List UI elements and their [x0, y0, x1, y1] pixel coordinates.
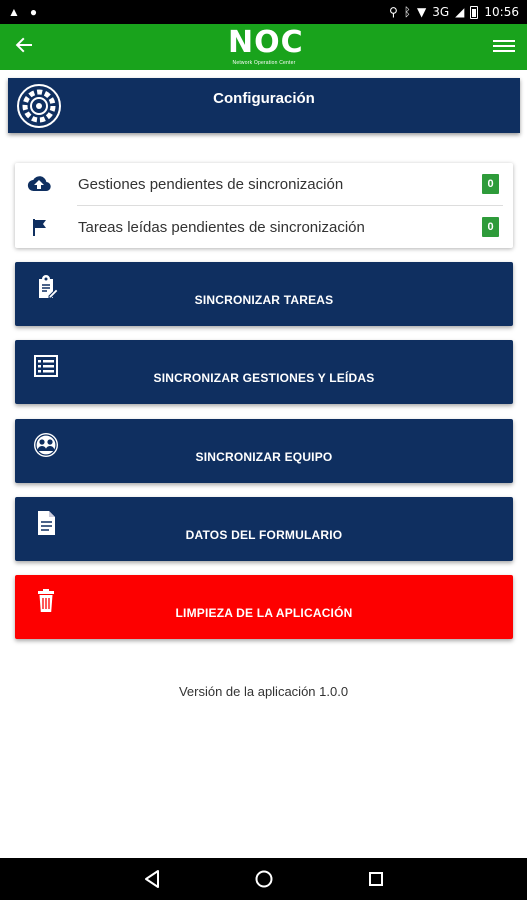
menu-icon [493, 40, 515, 42]
nav-back-icon[interactable] [142, 868, 164, 890]
status-time: 10:56 [484, 5, 519, 19]
flag-icon [27, 215, 51, 239]
signal-icon: ◢ [455, 5, 465, 19]
button-label: SINCRONIZAR GESTIONES Y LEÍDAS [153, 371, 375, 385]
form-data-button[interactable] [15, 497, 513, 561]
status-bar [0, 0, 527, 24]
bluetooth-icon: ᛒ [403, 5, 411, 19]
network-type: 3G [432, 5, 450, 19]
sync-tasks-button[interactable] [15, 262, 513, 326]
system-nav-bar [0, 858, 527, 900]
button-label: SINCRONIZAR EQUIPO [195, 450, 333, 464]
pending-item-tareas [15, 206, 513, 248]
page-title: Configuración [213, 90, 315, 107]
pending-sync-card [15, 163, 513, 248]
logo-text: NOC [228, 25, 304, 60]
pending-item-gestiones [15, 163, 513, 205]
menu-button[interactable] [493, 37, 515, 57]
pending-item-label: Tareas leídas pendientes de sincronización [78, 218, 365, 236]
button-label: DATOS DEL FORMULARIO [185, 528, 343, 542]
warning-icon: ▲ [8, 5, 20, 19]
sync-team-button[interactable] [15, 419, 513, 483]
android-icon: ● [29, 5, 38, 19]
arrow-back-icon [14, 35, 34, 55]
battery-icon [470, 6, 478, 19]
nav-home-icon[interactable] [253, 868, 275, 890]
configuration-header [8, 78, 520, 133]
pending-item-label: Gestiones pendientes de sincronización [78, 175, 344, 193]
wifi-icon: ▼ [417, 5, 427, 19]
back-button[interactable] [14, 35, 38, 59]
app-version: Versión de la aplicación 1.0.0 [178, 684, 349, 699]
button-label: SINCRONIZAR TAREAS [194, 293, 334, 307]
location-icon: ⚲ [389, 5, 398, 19]
pending-count-badge: 0 [482, 174, 499, 194]
cloud-upload-icon [27, 172, 51, 196]
nav-recents-icon[interactable] [365, 868, 387, 890]
clear-app-button[interactable] [15, 575, 513, 639]
button-label: LIMPIEZA DE LA APLICACIÓN [175, 606, 353, 620]
sync-management-button[interactable] [15, 340, 513, 404]
logo-subtitle: Network Operation Center [232, 60, 296, 66]
app-bar [0, 24, 527, 70]
pending-count-badge: 0 [482, 217, 499, 237]
app-logo [228, 25, 304, 68]
